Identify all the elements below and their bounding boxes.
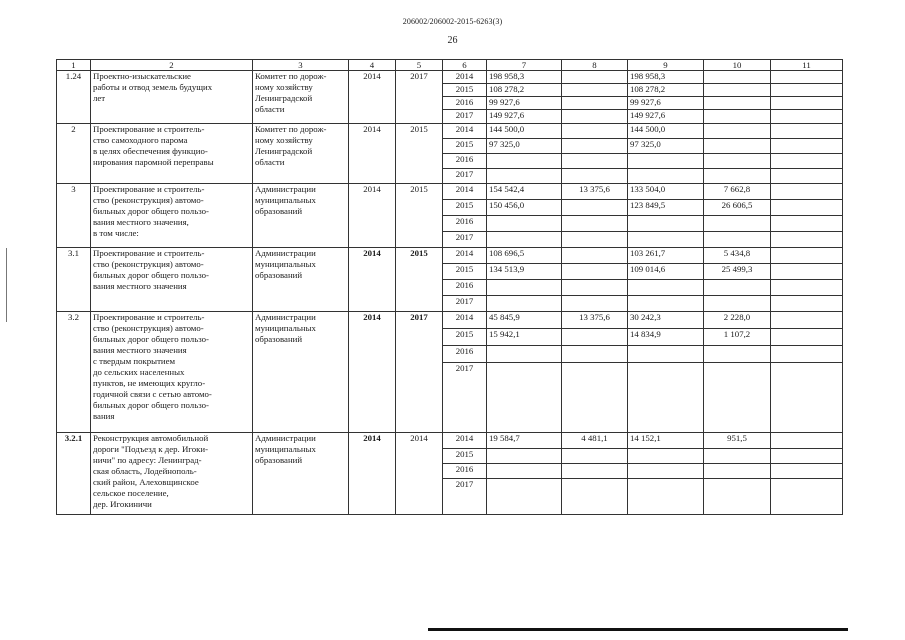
- federal-amount-cell: [562, 97, 628, 110]
- item-number-text: 3.1: [68, 248, 79, 258]
- other-amount-cell: [771, 154, 843, 169]
- column-number-header: 3: [253, 60, 349, 71]
- start-year: [349, 248, 396, 312]
- year-cell: 2017: [443, 296, 487, 312]
- item-executor: [253, 124, 349, 184]
- end-year: [396, 184, 443, 248]
- federal-amount-cell: [562, 264, 628, 280]
- other-amount-cell: [771, 110, 843, 124]
- federal-amount-cell: 4 481,1: [562, 433, 628, 449]
- year-cell: 2015: [443, 139, 487, 154]
- local-amount-cell: [704, 479, 771, 515]
- start-year-text: 2014: [363, 124, 381, 134]
- total-amount-cell: [487, 363, 562, 433]
- total-amount-cell: 108 696,5: [487, 248, 562, 264]
- end-year-text: 2017: [410, 71, 428, 81]
- item-name-text: Реконструкция автомобильной дороги "Подъезд к дер. Игоки- ничи" по адресу: Ленинград- ская область, Лодейнополь- ский район, Алеховщинское сельское поселение, дер. Игокиничи: [93, 433, 209, 509]
- total-amount-cell: 198 958,3: [487, 71, 562, 84]
- total-amount-cell: 149 927,6: [487, 110, 562, 124]
- regional-amount-cell: 97 325,0: [628, 139, 704, 154]
- year-cell: 2015: [443, 329, 487, 346]
- total-amount-cell: 19 584,7: [487, 433, 562, 449]
- item-number: [57, 124, 91, 184]
- end-year-text: 2015: [410, 124, 428, 134]
- item-number: [57, 248, 91, 312]
- total-amount-cell: [487, 216, 562, 232]
- local-amount-cell: [704, 449, 771, 464]
- other-amount-cell: [771, 329, 843, 346]
- end-year-text: 2017: [410, 312, 428, 322]
- item-executor-text: Администрации муниципальных образований: [255, 312, 316, 344]
- column-number-header: 1: [57, 60, 91, 71]
- other-amount-cell: [771, 363, 843, 433]
- item-executor-text: Комитет по дорож- ному хозяйству Ленинградской области: [255, 124, 327, 167]
- column-number-header: 6: [443, 60, 487, 71]
- start-year: [349, 71, 396, 124]
- total-amount-cell: 134 513,9: [487, 264, 562, 280]
- item-executor-text: Администрации муниципальных образований: [255, 433, 316, 465]
- local-amount-cell: [704, 216, 771, 232]
- other-amount-cell: [771, 71, 843, 84]
- federal-amount-cell: [562, 329, 628, 346]
- year-cell: 2017: [443, 232, 487, 248]
- year-cell: 2015: [443, 84, 487, 97]
- regional-amount-cell: [628, 169, 704, 184]
- year-cell: 2015: [443, 264, 487, 280]
- item-name: [91, 433, 253, 515]
- column-number-header: 5: [396, 60, 443, 71]
- regional-amount-cell: 133 504,0: [628, 184, 704, 200]
- end-year: [396, 312, 443, 433]
- table-row: [57, 184, 843, 200]
- year-cell: 2016: [443, 154, 487, 169]
- start-year-text: 2014: [363, 433, 381, 443]
- local-amount-cell: [704, 169, 771, 184]
- federal-amount-cell: [562, 154, 628, 169]
- other-amount-cell: [771, 200, 843, 216]
- start-year-text: 2014: [363, 184, 381, 194]
- federal-amount-cell: [562, 124, 628, 139]
- item-name-text: Проектирование и строитель- ство самоходного парома в целях обеспечения функцио- нирования паромной переправы: [93, 124, 214, 167]
- regional-amount-cell: [628, 363, 704, 433]
- local-amount-cell: [704, 363, 771, 433]
- federal-amount-cell: [562, 280, 628, 296]
- column-number-header: 11: [771, 60, 843, 71]
- local-amount-cell: 5 434,8: [704, 248, 771, 264]
- local-amount-cell: 25 499,3: [704, 264, 771, 280]
- start-year: [349, 433, 396, 515]
- item-executor: [253, 312, 349, 433]
- other-amount-cell: [771, 264, 843, 280]
- start-year: [349, 184, 396, 248]
- regional-amount-cell: 144 500,0: [628, 124, 704, 139]
- other-amount-cell: [771, 216, 843, 232]
- regional-amount-cell: [628, 296, 704, 312]
- end-year-text: 2014: [410, 433, 428, 443]
- end-year: [396, 71, 443, 124]
- total-amount-cell: 144 500,0: [487, 124, 562, 139]
- year-cell: 2014: [443, 124, 487, 139]
- other-amount-cell: [771, 449, 843, 464]
- total-amount-cell: [487, 154, 562, 169]
- year-cell: 2016: [443, 216, 487, 232]
- item-number-text: 3: [71, 184, 76, 194]
- page-number: 26: [447, 35, 458, 46]
- federal-amount-cell: 13 375,6: [562, 184, 628, 200]
- year-cell: 2014: [443, 248, 487, 264]
- item-executor-text: Администрации муниципальных образований: [255, 248, 316, 280]
- regional-amount-cell: [628, 232, 704, 248]
- regional-amount-cell: 14 152,1: [628, 433, 704, 449]
- other-amount-cell: [771, 169, 843, 184]
- item-number-text: 2: [71, 124, 76, 134]
- other-amount-cell: [771, 296, 843, 312]
- start-year: [349, 312, 396, 433]
- total-amount-cell: 154 542,4: [487, 184, 562, 200]
- total-amount-cell: 15 942,1: [487, 329, 562, 346]
- federal-amount-cell: [562, 449, 628, 464]
- other-amount-cell: [771, 248, 843, 264]
- other-amount-cell: [771, 232, 843, 248]
- federal-amount-cell: [562, 169, 628, 184]
- year-cell: 2014: [443, 71, 487, 84]
- other-amount-cell: [771, 184, 843, 200]
- year-cell: 2014: [443, 433, 487, 449]
- item-executor-text: Администрации муниципальных образований: [255, 184, 316, 216]
- total-amount-cell: [487, 169, 562, 184]
- total-amount-cell: [487, 464, 562, 479]
- item-executor-text: Комитет по дорож- ному хозяйству Ленинградской области: [255, 71, 327, 114]
- item-executor: [253, 248, 349, 312]
- other-amount-cell: [771, 139, 843, 154]
- end-year: [396, 433, 443, 515]
- federal-amount-cell: [562, 216, 628, 232]
- item-number: [57, 71, 91, 124]
- federal-amount-cell: [562, 71, 628, 84]
- other-amount-cell: [771, 479, 843, 515]
- table-row: [57, 312, 843, 329]
- margin-mark: [6, 248, 7, 322]
- year-cell: 2017: [443, 479, 487, 515]
- item-name-text: Проектирование и строитель- ство (реконструкция) автомо- бильных дорог общего пользо- вания местного значения, в том числе:: [93, 184, 209, 238]
- program-table: [56, 59, 843, 515]
- column-number-header: 7: [487, 60, 562, 71]
- year-cell: 2014: [443, 184, 487, 200]
- column-number-header: 2: [91, 60, 253, 71]
- regional-amount-cell: [628, 449, 704, 464]
- regional-amount-cell: [628, 464, 704, 479]
- item-executor: [253, 433, 349, 515]
- regional-amount-cell: 198 958,3: [628, 71, 704, 84]
- year-cell: 2015: [443, 200, 487, 216]
- item-number-text: 1.24: [65, 71, 82, 81]
- item-number: [57, 433, 91, 515]
- total-amount-cell: [487, 232, 562, 248]
- regional-amount-cell: 103 261,7: [628, 248, 704, 264]
- item-number-text: 3.2: [68, 312, 79, 322]
- regional-amount-cell: [628, 280, 704, 296]
- regional-amount-cell: 109 014,6: [628, 264, 704, 280]
- item-number: [57, 184, 91, 248]
- item-name: [91, 124, 253, 184]
- item-name-text: Проектирование и строитель- ство (реконструкция) автомо- бильных дорог общего пользо- вания местного значения: [93, 248, 209, 291]
- federal-amount-cell: 13 375,6: [562, 312, 628, 329]
- local-amount-cell: 1 107,2: [704, 329, 771, 346]
- federal-amount-cell: [562, 346, 628, 363]
- regional-amount-cell: 108 278,2: [628, 84, 704, 97]
- item-executor: [253, 71, 349, 124]
- local-amount-cell: 2 228,0: [704, 312, 771, 329]
- item-name: [91, 248, 253, 312]
- local-amount-cell: [704, 71, 771, 84]
- year-cell: 2016: [443, 464, 487, 479]
- regional-amount-cell: 14 834,9: [628, 329, 704, 346]
- other-amount-cell: [771, 84, 843, 97]
- local-amount-cell: [704, 154, 771, 169]
- local-amount-cell: [704, 296, 771, 312]
- regional-amount-cell: 99 927,6: [628, 97, 704, 110]
- total-amount-cell: [487, 296, 562, 312]
- year-cell: 2017: [443, 110, 487, 124]
- year-cell: 2016: [443, 97, 487, 110]
- start-year: [349, 124, 396, 184]
- column-number-header: 10: [704, 60, 771, 71]
- federal-amount-cell: [562, 139, 628, 154]
- federal-amount-cell: [562, 296, 628, 312]
- federal-amount-cell: [562, 110, 628, 124]
- total-amount-cell: [487, 280, 562, 296]
- table-row: [57, 248, 843, 264]
- total-amount-cell: 97 325,0: [487, 139, 562, 154]
- document-id: 206002/206002-2015-6263(3): [402, 17, 503, 26]
- federal-amount-cell: [562, 232, 628, 248]
- item-name: [91, 184, 253, 248]
- local-amount-cell: [704, 464, 771, 479]
- total-amount-cell: [487, 479, 562, 515]
- year-cell: 2016: [443, 346, 487, 363]
- total-amount-cell: 150 456,0: [487, 200, 562, 216]
- table-row: [57, 124, 843, 139]
- column-number-header: 8: [562, 60, 628, 71]
- start-year-text: 2014: [363, 248, 381, 258]
- start-year-text: 2014: [363, 312, 381, 322]
- item-name-text: Проектно-изыскательские работы и отвод земель будущих лет: [93, 71, 213, 103]
- year-cell: 2017: [443, 363, 487, 433]
- local-amount-cell: [704, 110, 771, 124]
- item-name: [91, 71, 253, 124]
- other-amount-cell: [771, 346, 843, 363]
- federal-amount-cell: [562, 464, 628, 479]
- local-amount-cell: [704, 139, 771, 154]
- other-amount-cell: [771, 280, 843, 296]
- regional-amount-cell: 30 242,3: [628, 312, 704, 329]
- regional-amount-cell: [628, 346, 704, 363]
- item-name: [91, 312, 253, 433]
- column-number-header: 9: [628, 60, 704, 71]
- local-amount-cell: 26 606,5: [704, 200, 771, 216]
- item-number-text: 3.2.1: [64, 433, 83, 443]
- other-amount-cell: [771, 433, 843, 449]
- local-amount-cell: [704, 280, 771, 296]
- other-amount-cell: [771, 97, 843, 110]
- regional-amount-cell: 149 927,6: [628, 110, 704, 124]
- year-cell: 2014: [443, 312, 487, 329]
- local-amount-cell: [704, 232, 771, 248]
- table-row: [57, 71, 843, 84]
- start-year-text: 2014: [363, 71, 381, 81]
- end-year: [396, 124, 443, 184]
- local-amount-cell: [704, 346, 771, 363]
- federal-amount-cell: [562, 84, 628, 97]
- total-amount-cell: 108 278,2: [487, 84, 562, 97]
- other-amount-cell: [771, 312, 843, 329]
- federal-amount-cell: [562, 248, 628, 264]
- end-year: [396, 248, 443, 312]
- local-amount-cell: 951,5: [704, 433, 771, 449]
- local-amount-cell: [704, 97, 771, 110]
- end-year-text: 2015: [410, 248, 428, 258]
- item-name-text: Проектирование и строитель- ство (реконструкция) автомо- бильных дорог общего пользо- вания местного значения с твердым покрытием до сельских населенных пунктов, не имеющих кругло- годичной связи с сетью автомо- бильных дорог общего пользо- вания: [93, 312, 212, 421]
- local-amount-cell: [704, 124, 771, 139]
- item-executor: [253, 184, 349, 248]
- bottom-rule: [428, 628, 848, 631]
- year-cell: 2015: [443, 449, 487, 464]
- column-number-row: [57, 60, 843, 71]
- total-amount-cell: [487, 346, 562, 363]
- regional-amount-cell: [628, 479, 704, 515]
- column-number-header: 4: [349, 60, 396, 71]
- federal-amount-cell: [562, 363, 628, 433]
- federal-amount-cell: [562, 479, 628, 515]
- local-amount-cell: [704, 84, 771, 97]
- end-year-text: 2015: [410, 184, 428, 194]
- regional-amount-cell: 123 849,5: [628, 200, 704, 216]
- total-amount-cell: 99 927,6: [487, 97, 562, 110]
- other-amount-cell: [771, 464, 843, 479]
- regional-amount-cell: [628, 154, 704, 169]
- table-row: [57, 433, 843, 449]
- year-cell: 2017: [443, 169, 487, 184]
- local-amount-cell: 7 662,8: [704, 184, 771, 200]
- year-cell: 2016: [443, 280, 487, 296]
- other-amount-cell: [771, 124, 843, 139]
- total-amount-cell: [487, 449, 562, 464]
- total-amount-cell: 45 845,9: [487, 312, 562, 329]
- item-number: [57, 312, 91, 433]
- federal-amount-cell: [562, 200, 628, 216]
- regional-amount-cell: [628, 216, 704, 232]
